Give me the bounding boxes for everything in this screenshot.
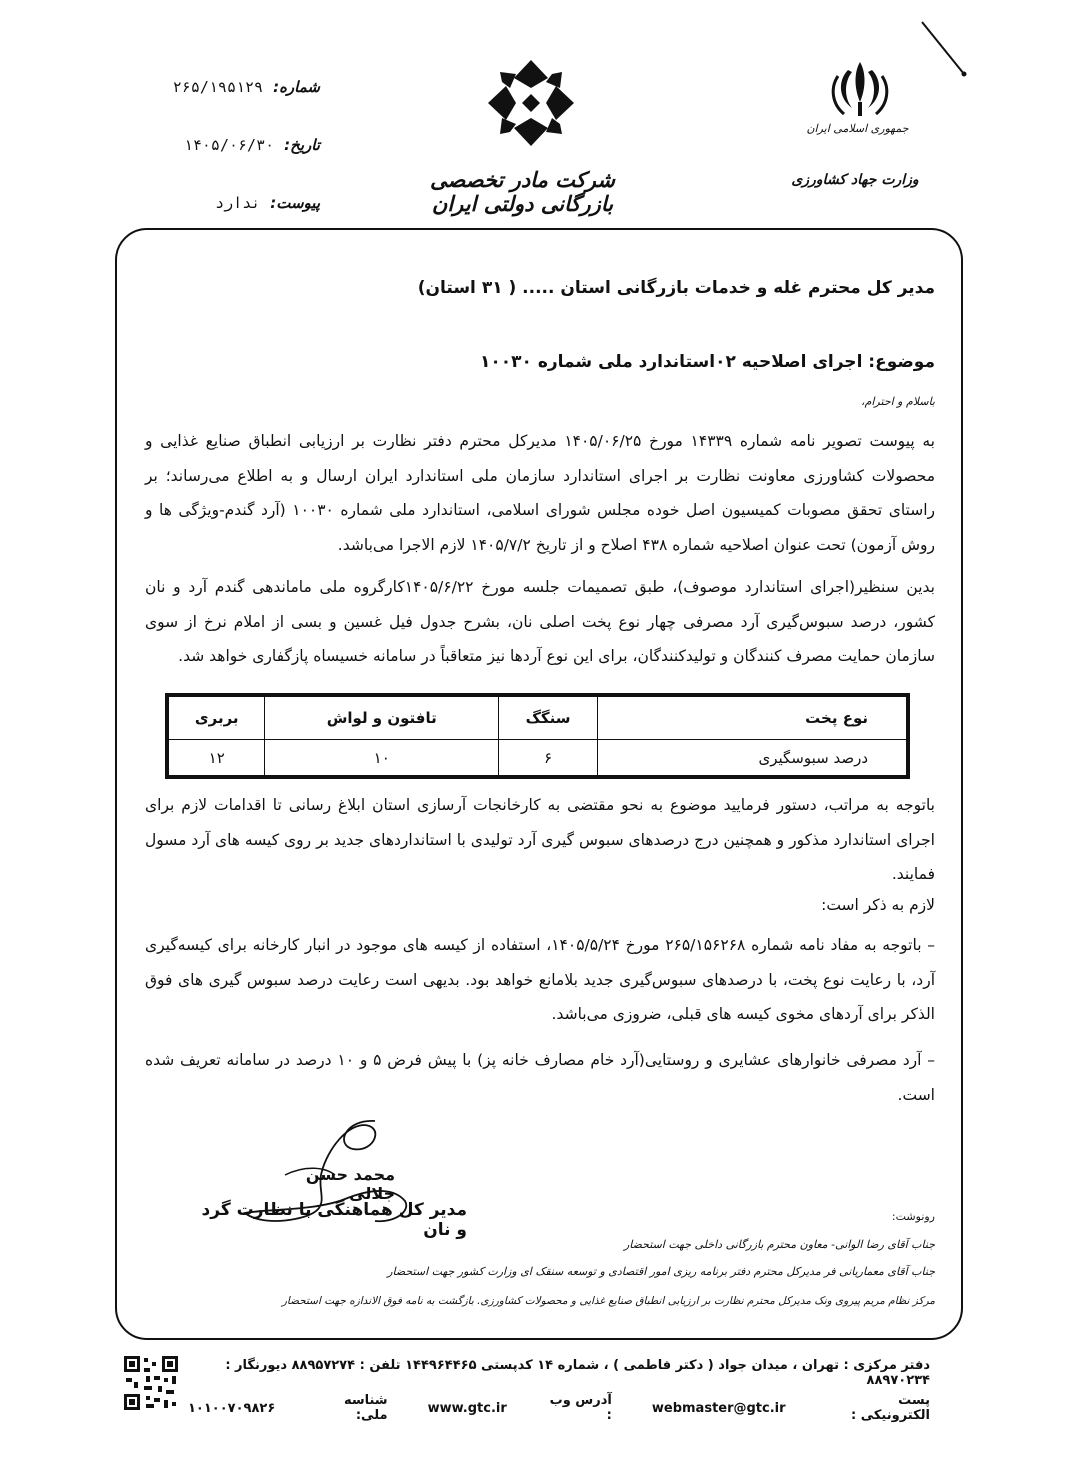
signer-title: مدیر کل هماهنگی با نظارت گرد و نان — [201, 1200, 467, 1240]
date-value: ۱۴۰۵/۰۶/۳۰ — [183, 136, 275, 154]
cc-title: رونوشت: — [891, 1210, 935, 1223]
national-id-value: ۱۰۱۰۰۷۰۹۸۲۶ — [188, 1400, 276, 1416]
number-label: شماره: — [273, 78, 320, 96]
note-title: لازم به ذکر است: — [821, 896, 935, 914]
body-paragraph-3: باتوجه به مراتب، دستور فرمایید موضوع به نحو مقتضی به کارخانجات آرسازی استان ابلاغ رسانی تا اقدامات لازم برای اجرای استاندارد مذکور و همچنین درج درصدهای سبوس گیری آرد تولیدی با استانداردهای جدید بر روی کیسه های آرد مسول فمایند. — [145, 796, 935, 883]
number-row — [120, 58, 320, 116]
bran-rate-table — [165, 693, 910, 779]
footer-address: دفتر مرکزی : تهران ، میدان جواد ( دکتر فاطمی ) ، شماره ۱۴ کدپستی ۱۴۴۹۶۴۴۶۵ تلفن : ۸۸۹۵۷۲۷۴ دیورنگار : ۸۸۹۷۰۲۳۴ — [225, 1358, 930, 1388]
web-label: آدرس وب : — [549, 1393, 612, 1423]
body-paragraph-2: بدین سنظیر(اجرای استاندارد موصوف)، طبق تصمیمات جلسه مورخ ۱۴۰۵/۶/۲۲کارگروه ملی ماماندهی گندم آرد و نان کشور، درصد سبوس‌گیری آرد مصرفی چهار نوع پخت اصلی نان، بشرح جدول فیل غسین و بسی از املام نرخ از سوی سازمان حمایت مصرف کنندگان و تولیدکنندگان، برای این نوع آردها نیز متعاقباً در سامانه خسیساه پازگفاری خواهد شد. — [145, 578, 935, 665]
table-cell: ۱۲ — [169, 740, 265, 776]
table-header-cell: نوع پخت — [598, 697, 907, 740]
qr-code-icon — [122, 1354, 180, 1412]
date-row — [120, 116, 320, 174]
table-header-cell: بربری — [169, 697, 265, 740]
cc-line: مرکز نظام مریم پیروی ونک مدیرکل محترم نظارت بر ارزیابی انطباق صنایع غذایی و محصولات کشاورزی. بازگشت به نامه فوق الاندازه جهت استحضار — [281, 1295, 935, 1307]
email-label: پست الکترونیکی : — [851, 1393, 930, 1423]
iran-emblem-icon — [830, 58, 890, 120]
table-header-row — [169, 697, 907, 740]
number-value: ۲۶۵/۱۹۵۱۲۹ — [172, 78, 264, 96]
cc-line: جناب آقای رضا الوانی- معاون محترم بازرگانی داخلی جهت استحضار — [623, 1238, 935, 1251]
national-id-label: شناسه ملی: — [343, 1393, 388, 1423]
cc-line: جناب آقای معماریانی فر مدیرکل محترم دفتر برنامه ریزی امور اقتصادی و توسعه سنقک ای وزارت کشور جهت استحضار — [387, 1265, 935, 1278]
attachment-value: ندارد — [215, 194, 261, 212]
republic-label: جمهوری اسلامی ایران — [806, 122, 909, 135]
pen-mark-decoration — [918, 18, 968, 78]
table-header-cell: سنگگ — [499, 697, 598, 740]
attachment-label: پیوست: — [270, 194, 320, 212]
ministry-label: وزارت جهاد کشاورزی — [791, 172, 919, 188]
email-link[interactable]: webmaster@gtc.ir — [651, 1400, 786, 1416]
date-label: تاریخ: — [284, 136, 320, 154]
web-link[interactable]: www.gtc.ir — [427, 1400, 507, 1416]
table-row-label: درصد سبوسگیری — [598, 740, 907, 776]
table-cell: ۶ — [499, 740, 598, 776]
table-cell: ۱۰ — [265, 740, 499, 776]
body-paragraph-5: – آرد مصرفی خانوارهای عشایری و روستایی(آرد خام مصارف خانه پز) با پیش فرض ۵ و ۱۰ درصد در سامانه تعریف شده است. — [145, 1051, 936, 1104]
letter-meta — [120, 58, 320, 232]
table-header-cell: تافتون و لواش — [265, 697, 499, 740]
body-paragraph-4: – باتوجه به مفاد نامه شماره ۲۶۵/۱۵۶۲۶۸ مورخ ۱۴۰۵/۵/۲۴، استفاده از کیسه های موجود در انبار کارخانه برای کیسه‌گیری آرد، با رعایت نوع پخت، با درصدهای سبوس‌گیری جدید بلامانع خواهد بود. بدیهی است رعایت درصد سبوس گیری های فوق الذکر برای آردهای مخوی کیسه های قبلی، ضروزی می‌باشد. — [145, 936, 935, 1023]
company-logo-icon — [486, 58, 576, 148]
salutation: باسلام و احترام، — [861, 395, 935, 408]
attachment-row — [120, 174, 320, 232]
company-name: شرکت مادر تخصصی بازرگانی دولتی ایران — [430, 168, 615, 216]
table-row — [169, 740, 907, 776]
footer-contact — [188, 1393, 930, 1423]
body-paragraph-1: به پیوست تصویر نامه شماره ۱۴۳۳۹ مورخ ۱۴۰۵/۰۶/۲۵ مدیرکل محترم دفتر نظارت بر ارزیابی انطباق صنایع غذایی و محصولات کشاورزی معاونت نظارت بر اجرای استاندارد سازمان ملی استاندارد ایران ارسال و به اطلاع می‌رساند؛ بر راستای تحقق مصوبات کمیسیون اصل خوده مجلس شورای اسلامی، استاندارد ملی شماره ۱۰۰۳۰ (آرد گندم-ویژگی ها و روش آزمون) تحت عنوان اصلاحیه شماره ۴۳۸ اصلاح و از تاریخ ۱۴۰۵/۷/۲ لازم الاجرا می‌باشد. — [145, 432, 935, 554]
subject-line: موضوع: اجرای اصلاحیه ۰۲استاندارد ملی شماره ۱۰۰۳۰ — [480, 352, 935, 372]
recipient-line: مدیر کل محترم غله و خدمات بازرگانی استان ..... ( ۳۱ استان) — [417, 278, 935, 298]
signer-name: محمد حسن جلالی — [305, 1165, 395, 1203]
